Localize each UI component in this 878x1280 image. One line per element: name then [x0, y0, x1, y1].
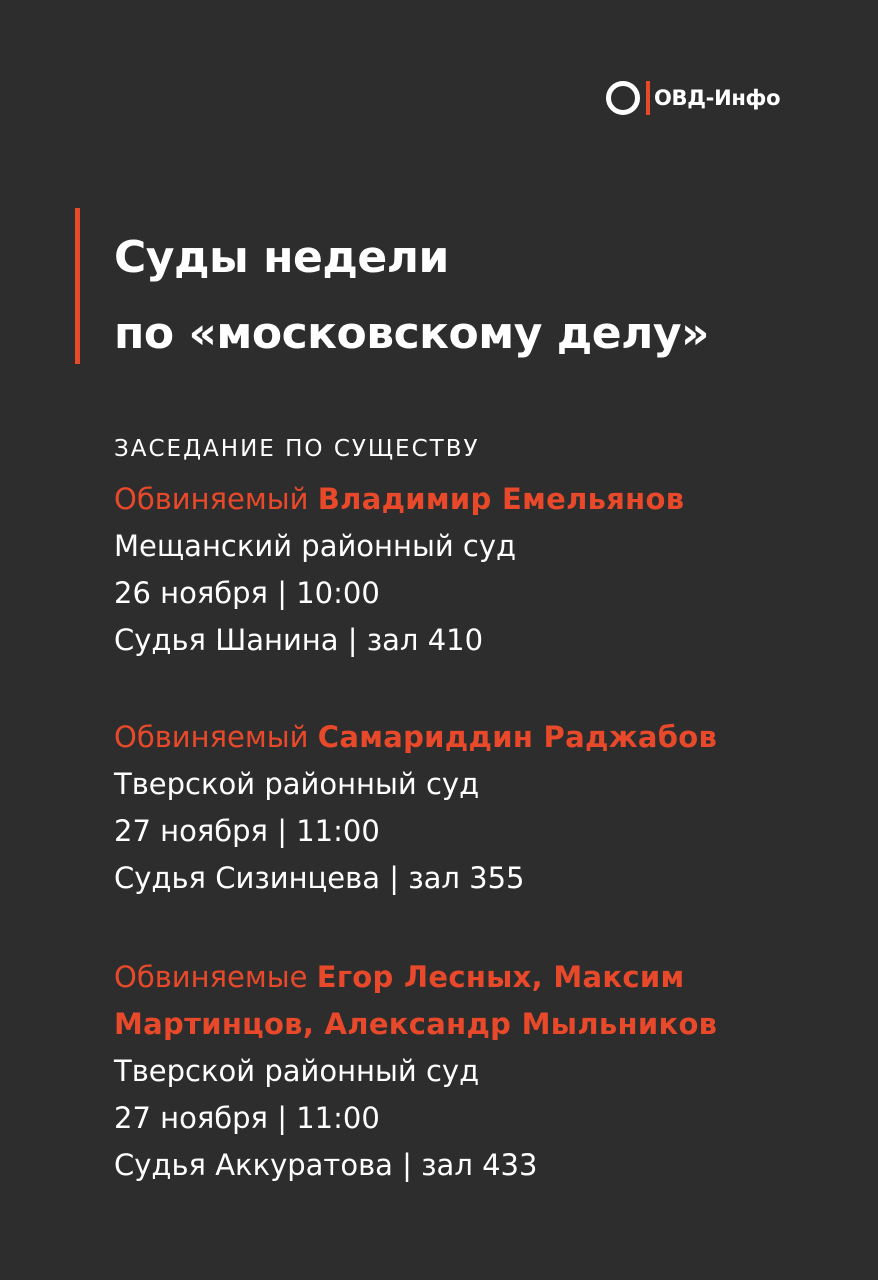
case-role: Обвиняемый: [114, 720, 309, 754]
case-names: Самариддин Раджабов: [317, 720, 718, 754]
case-court: Тверской районный суд: [114, 1054, 480, 1088]
case-role: Обвиняемые: [114, 960, 308, 994]
case-names: Владимир Емельянов: [317, 482, 685, 516]
case-datetime: 26 ноября | 10:00: [114, 576, 380, 610]
case-accused: [114, 954, 854, 1048]
logo-ring-icon: [606, 81, 640, 115]
case-judge: Судья Аккуратова | зал 433: [114, 1148, 538, 1182]
title-accent-bar: [75, 208, 80, 364]
case-accused: [114, 476, 854, 523]
case-judge: Судья Сизинцева | зал 355: [114, 861, 525, 895]
page-title: [114, 220, 709, 372]
case-accused: [114, 714, 854, 761]
case-names: Егор Лесных, Максим Мартинцов, Александр Мыльников: [114, 960, 718, 1041]
logo-bar-icon: [646, 81, 650, 115]
case-datetime: 27 ноября | 11:00: [114, 1101, 380, 1135]
case-judge: Судья Шанина | зал 410: [114, 623, 484, 657]
ovd-info-logo: [606, 80, 780, 116]
case-court: Мещанский районный суд: [114, 529, 517, 563]
logo-text: ОВД-Инфо: [654, 86, 781, 110]
case-datetime: 27 ноября | 11:00: [114, 814, 380, 848]
case-item: [114, 476, 854, 664]
case-item: [114, 954, 854, 1189]
case-court: Тверской районный суд: [114, 767, 480, 801]
page-title-line-1: Суды недели: [114, 232, 449, 283]
case-role: Обвиняемый: [114, 482, 309, 516]
section-label: ЗАСЕДАНИЕ ПО СУЩЕСТВУ: [114, 436, 480, 462]
title-block: [75, 208, 709, 372]
page-title-line-2: по «московскому делу»: [114, 308, 709, 359]
case-item: [114, 714, 854, 902]
